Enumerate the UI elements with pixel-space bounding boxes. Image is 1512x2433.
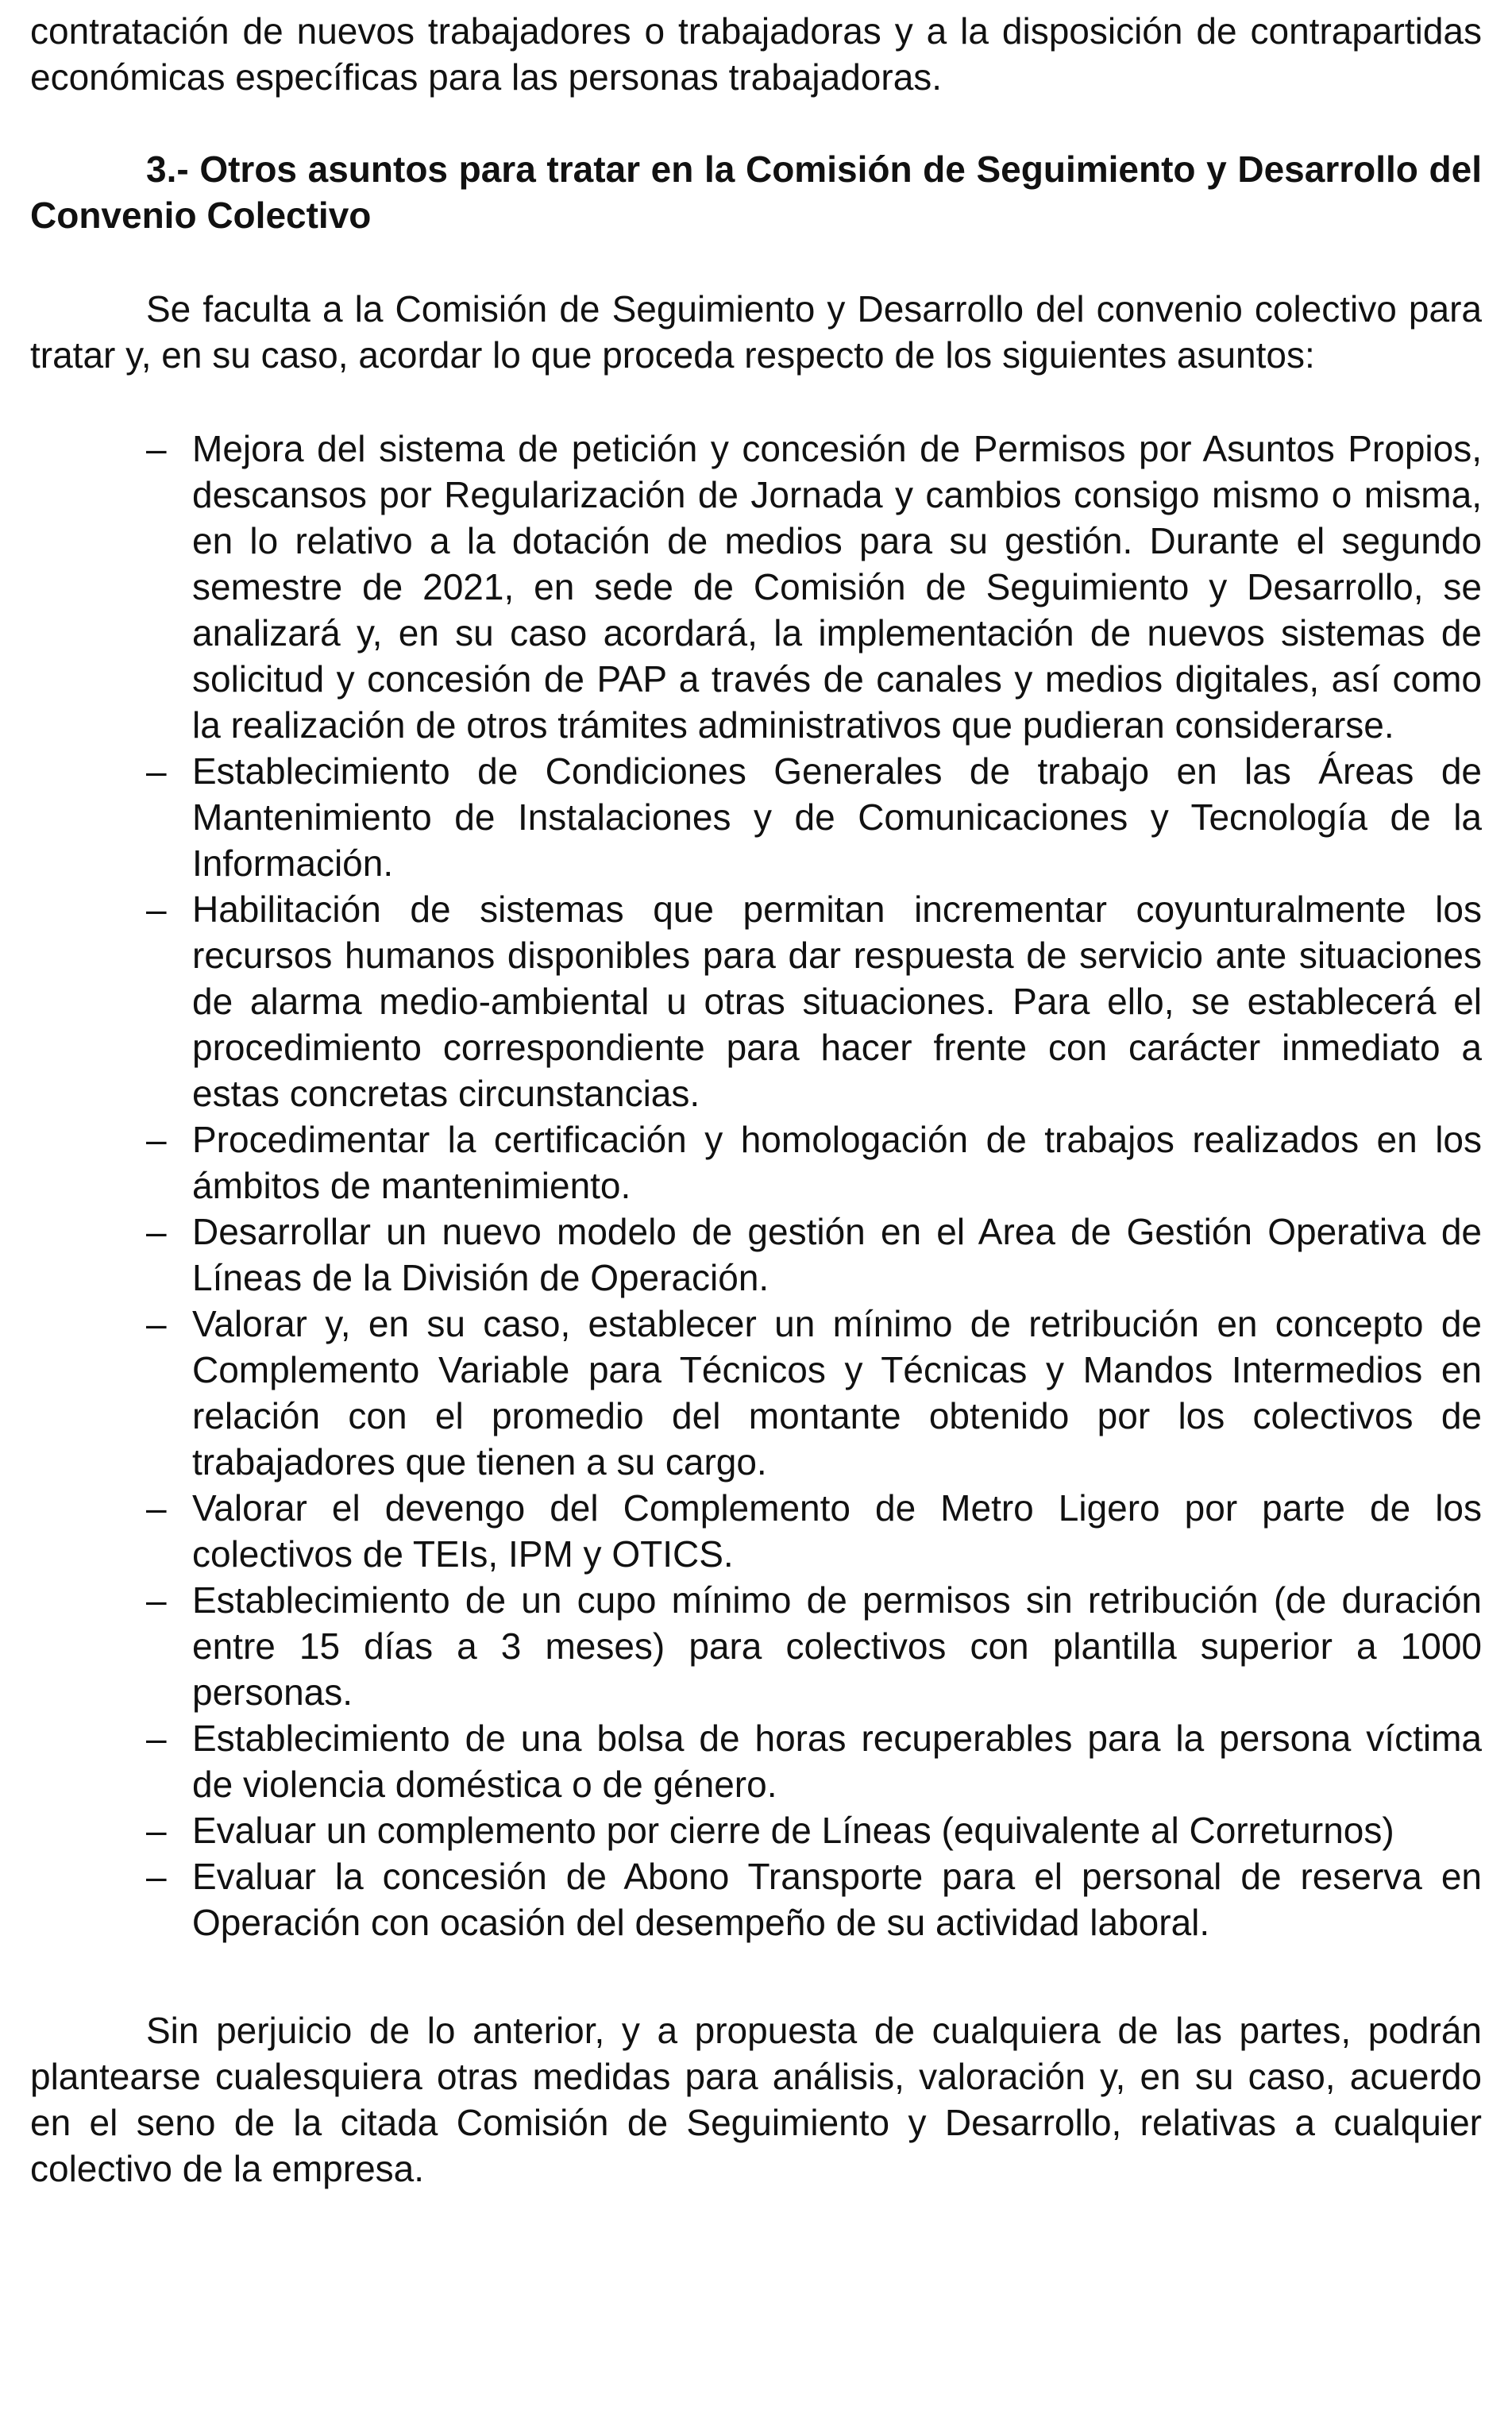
closing-paragraph: Sin perjuicio de lo anterior, y a propuesta de cualquiera de las partes, podrán plantearse cualesquiera otras medidas para análisis, valoración y, en su caso, acuerdo en el seno de la citada Comisión de Seguimiento y Desarrollo, relativas a cualquier colectivo de la empresa. [30, 2010, 1482, 2189]
list-item-text: Establecimiento de un cupo mínimo de permisos sin retribución (de duración entre 15 días a 3 meses) para colectivos con plantilla superior a 1000 personas. [192, 1579, 1482, 1713]
dash-bullet: – [146, 889, 167, 930]
list-item [30, 886, 1482, 1116]
list-item-text: Valorar el devengo del Complemento de Metro Ligero por parte de los colectivos de TEIs, IPM y OTICS. [192, 1487, 1482, 1575]
list-item-text: Habilitación de sistemas que permitan incrementar coyunturalmente los recursos humanos disponibles para dar respuesta de servicio ante situaciones de alarma medio-ambiental u otras situaciones. Para ello, se establecerá el procedimiento correspondiente para hacer frente con carácter inmediato a estas concretas circunstancias. [192, 889, 1482, 1114]
dash-bullet: – [146, 1718, 167, 1759]
list-item-text: Establecimiento de Condiciones Generales de trabajo en las Áreas de Mantenimiento de Instalaciones y de Comunicaciones y Tecnología de la Información. [192, 750, 1482, 884]
dash-bullet: – [146, 750, 167, 792]
list-item [30, 1301, 1482, 1485]
list-item [30, 748, 1482, 886]
list-item-text: Mejora del sistema de petición y concesión de Permisos por Asuntos Propios, descansos por Regularización de Jornada y cambios consigo mismo o misma, en lo relativo a la dotación de medios para su gestión. Durante el segundo semestre de 2021, en sede de Comisión de Seguimiento y Desarrollo, se analizará y, en su caso acordará, la implementación de nuevos sistemas de solicitud y concesión de PAP a través de canales y medios digitales, así como la realización de otros trámites administrativos que pudieran considerarse. [192, 428, 1482, 746]
lead-paragraph: Se faculta a la Comisión de Seguimiento y Desarrollo del convenio colectivo para tratar y, en su caso, acordar lo que proceda respecto de los siguientes asuntos: [30, 288, 1482, 376]
list-item-text: Procedimentar la certificación y homologación de trabajos realizados en los ámbitos de mantenimiento. [192, 1119, 1482, 1206]
list-item-text: Desarrollar un nuevo modelo de gestión en el Area de Gestión Operativa de Líneas de la División de Operación. [192, 1211, 1482, 1298]
list-item [30, 1807, 1482, 1853]
list-item-text: Valorar y, en su caso, establecer un mínimo de retribución en concepto de Complemento Variable para Técnicos y Técnicas y Mandos Intermedios en relación con el promedio del montante obtenido por los colectivos de trabajadores que tienen a su cargo. [192, 1303, 1482, 1483]
document-page [30, 8, 1482, 2192]
dash-bullet: – [146, 1810, 167, 1851]
list-item [30, 1209, 1482, 1301]
dash-bullet: – [146, 1119, 167, 1160]
dash-bullet: – [146, 1856, 167, 1897]
list-item [30, 1116, 1482, 1209]
list-item [30, 1715, 1482, 1807]
dash-bullet: – [146, 1211, 167, 1252]
dash-bullet: – [146, 428, 167, 469]
list-item-text: Establecimiento de una bolsa de horas recuperables para la persona víctima de violencia doméstica o de género. [192, 1718, 1482, 1805]
topics-list [30, 426, 1482, 1945]
list-item [30, 1577, 1482, 1715]
dash-bullet: – [146, 1579, 167, 1621]
section-heading: 3.- Otros asuntos para tratar en la Comisión de Seguimiento y Desarrollo del Convenio Colectivo [30, 148, 1482, 236]
intro-paragraph: contratación de nuevos trabajadores o trabajadoras y a la disposición de contrapartidas económicas específicas para las personas trabajadoras. [30, 10, 1482, 98]
list-item-text: Evaluar la concesión de Abono Transporte para el personal de reserva en Operación con ocasión del desempeño de su actividad laboral. [192, 1856, 1482, 1943]
list-item [30, 1853, 1482, 1945]
dash-bullet: – [146, 1487, 167, 1529]
list-item [30, 1485, 1482, 1577]
list-item-text: Evaluar un complemento por cierre de Líneas (equivalente al Correturnos) [192, 1810, 1394, 1851]
dash-bullet: – [146, 1303, 167, 1344]
list-item [30, 426, 1482, 748]
